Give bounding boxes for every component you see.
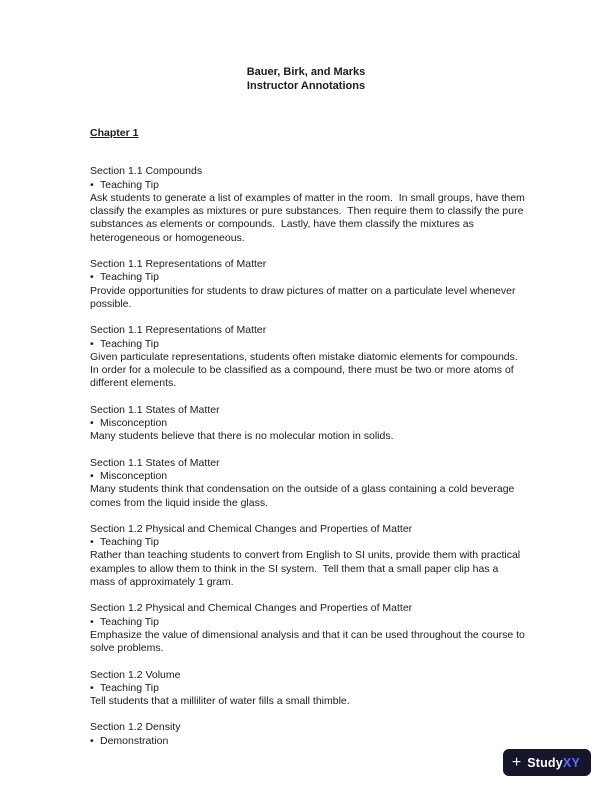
section-bullet-line (90, 417, 526, 430)
section-block (90, 721, 526, 748)
section-heading: Section 1.1 Compounds (90, 165, 203, 178)
section-heading: Section 1.1 Representations of Matter (90, 258, 267, 271)
section-block (90, 669, 526, 709)
brand-wordmark (527, 756, 580, 770)
bullet-icon: • (90, 271, 94, 284)
section-block (90, 258, 526, 311)
section-bullet-line (90, 735, 526, 748)
sections-container (90, 165, 528, 748)
bullet-icon: • (90, 469, 94, 482)
bullet-label: Demonstration (100, 734, 169, 747)
section-bullet-line (90, 338, 526, 351)
bullet-label: Teaching Tip (100, 337, 159, 350)
section-body: Many students think that condensation on the outside of a glass containing a cold beverage comes from the liquid inside the glass. (90, 483, 518, 509)
section-block (90, 404, 526, 444)
section-heading: Section 1.2 Volume (90, 668, 181, 681)
section-block (90, 602, 526, 655)
section-heading: Section 1.2 Density (90, 721, 181, 734)
section-bullet-line (90, 616, 526, 629)
section-bullet-line (90, 271, 526, 284)
bullet-label: Teaching Tip (100, 681, 159, 694)
brand-xy: XY (562, 755, 580, 770)
bullet-icon: • (90, 615, 94, 628)
section-heading: Section 1.2 Physical and Chemical Changes and Properties of Matter (90, 602, 413, 615)
section-heading: Section 1.1 States of Matter (90, 456, 220, 469)
bullet-icon: • (90, 337, 94, 350)
title-line-2: Instructor Annotations (246, 79, 366, 92)
studyxy-badge (503, 749, 591, 776)
brand-study: Study (527, 755, 563, 770)
section-bullet-line (90, 536, 526, 549)
section-bullet-line (90, 470, 526, 483)
title-line-1: Bauer, Birk, and Marks (246, 66, 366, 78)
bullet-label: Teaching Tip (100, 178, 159, 191)
section-block (90, 324, 526, 390)
bullet-icon: • (90, 681, 94, 694)
bullet-icon: • (90, 417, 94, 430)
section-body: Tell students that a milliliter of water fills a small thimble. (90, 695, 350, 708)
section-body: Provide opportunities for students to draw pictures of matter on a particulate level whenever possible. (90, 284, 519, 310)
bullet-icon: • (90, 178, 94, 191)
bullet-icon: • (90, 734, 94, 747)
section-block (90, 523, 526, 589)
document-title (90, 66, 522, 93)
plus-icon: + (511, 753, 522, 771)
bullet-label: Teaching Tip (100, 615, 159, 628)
bullet-label: Teaching Tip (100, 536, 159, 549)
section-block (90, 457, 526, 510)
bullet-icon: • (90, 536, 94, 549)
bullet-label: Teaching Tip (100, 271, 159, 284)
section-body: Ask students to generate a list of examples of matter in the room. In small groups, have them classify the examples as mixtures or pure substances. Then require them to classify the pure substances as elements or compounds. Lastly, have them classify the mixtures as heterogeneous or homogeneous. (90, 191, 528, 244)
bullet-label: Misconception (100, 417, 168, 430)
section-bullet-line (90, 179, 526, 192)
section-heading: Section 1.1 States of Matter (90, 403, 220, 416)
chapter-heading: Chapter 1 (90, 127, 139, 139)
section-heading: Section 1.2 Physical and Chemical Changes and Properties of Matter (90, 522, 413, 535)
section-heading: Section 1.1 Representations of Matter (90, 324, 267, 337)
section-body: Rather than teaching students to convert from English to SI units, provide them with practical examples to allow them to think in the SI system. Tell them that a small paper clip has a mass of approximately 1 gram. (90, 549, 524, 589)
section-body: Emphasize the value of dimensional analysis and that it can be used throughout the course to solve problems. (90, 628, 528, 655)
section-body: Given particulate representations, students often mistake diatomic elements for compounds. In order for a molecule to be classified as a compound, there must be two or more atoms of different elements. (90, 350, 524, 390)
section-bullet-line (90, 682, 526, 695)
section-block (90, 165, 526, 245)
bullet-label: Misconception (100, 469, 168, 482)
section-body: Many students believe that there is no molecular motion in solids. (90, 430, 394, 443)
